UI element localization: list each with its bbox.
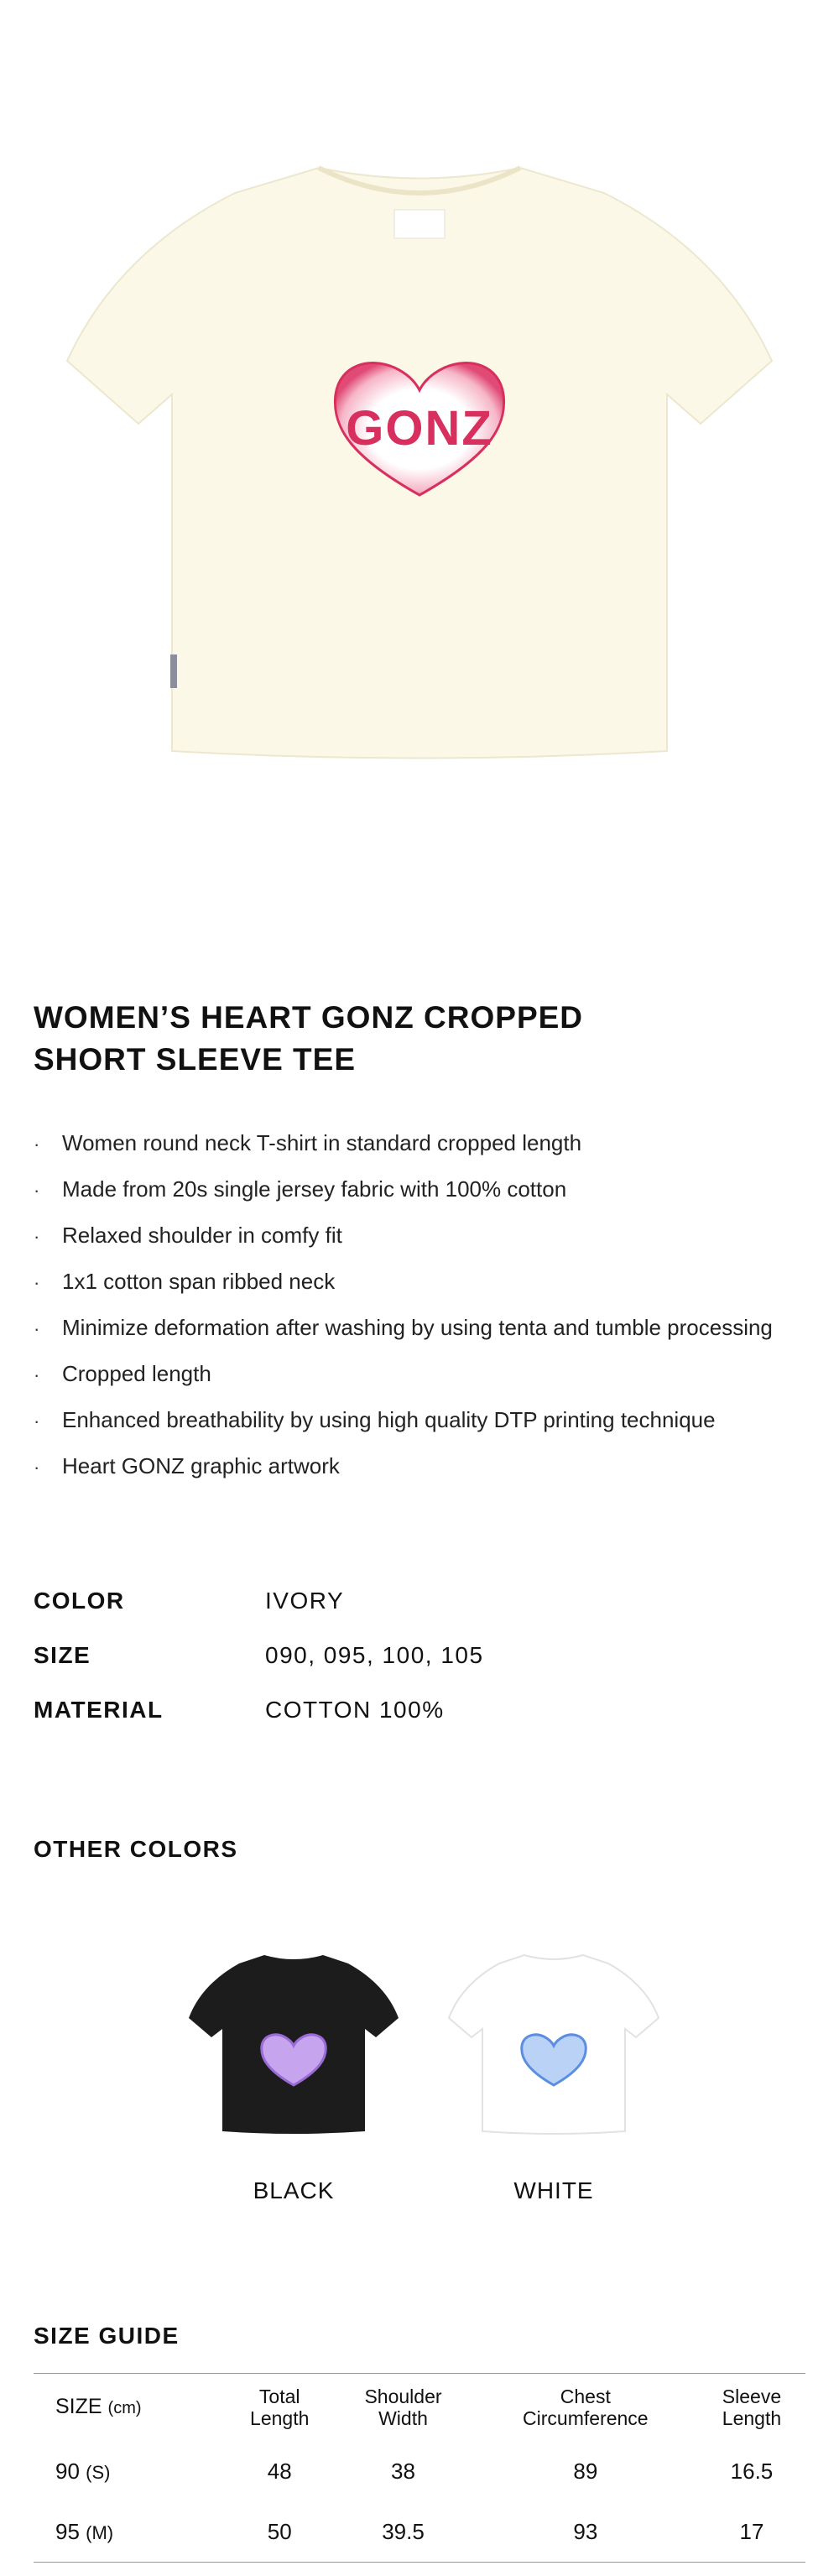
product-title-line2: SHORT SLEEVE TEE xyxy=(34,1042,357,1077)
spec-row-size xyxy=(34,1639,789,1672)
spec-label: SIZE xyxy=(34,1642,91,1668)
spec-label: MATERIAL xyxy=(34,1697,164,1723)
feature-item: · Women round neck T-shirt in standard cropped length xyxy=(34,1120,822,1166)
bullet-icon: · xyxy=(34,1364,40,1385)
bullet-icon: · xyxy=(34,1411,40,1431)
color-swatch-label-white[interactable]: WHITE xyxy=(513,2177,594,2203)
column-header-total-length: Total Length xyxy=(250,2386,310,2429)
spec-label: COLOR xyxy=(34,1588,125,1614)
feature-item: · Relaxed shoulder in comfy fit xyxy=(34,1212,822,1259)
heart-graphic-text: GONZ xyxy=(346,401,493,456)
table-cell: 17 xyxy=(739,2518,764,2544)
table-cell: 38 xyxy=(391,2458,415,2484)
feature-item: · Minimize deformation after washing by using tenta and tumble processing xyxy=(34,1305,822,1351)
feature-item: · Enhanced breathability by using high quality DTP printing technique xyxy=(34,1397,822,1443)
column-header-sleeve-length: Sleeve Length xyxy=(722,2386,782,2429)
feature-item: · Heart GONZ graphic artwork xyxy=(34,1443,822,1489)
size-table-header xyxy=(34,2374,805,2442)
table-row xyxy=(34,2501,805,2563)
bullet-icon: · xyxy=(34,1457,40,1478)
feature-item: · Cropped length xyxy=(34,1351,822,1397)
spec-row-material xyxy=(34,1693,789,1727)
product-title-line1: WOMEN’S HEART GONZ CROPPED xyxy=(34,1000,584,1035)
table-cell: 48 xyxy=(267,2458,292,2484)
table-cell: 89 xyxy=(573,2458,598,2484)
table-row xyxy=(34,2441,805,2501)
side-tag xyxy=(170,654,177,688)
size-guide-heading: SIZE GUIDE xyxy=(34,2323,180,2349)
table-cell: 50 xyxy=(267,2518,292,2544)
bullet-icon: · xyxy=(34,1318,40,1339)
feature-list xyxy=(34,1120,822,1489)
feature-item: · 1x1 cotton span ribbed neck xyxy=(34,1259,822,1305)
color-swatch-black[interactable] xyxy=(176,1938,411,2148)
product-title xyxy=(34,997,789,1081)
column-header-chest-circumference: Chest Circumference xyxy=(523,2386,649,2429)
size-column-header: SIZE (cm) xyxy=(55,2395,142,2418)
product-image xyxy=(0,0,839,940)
column-header-shoulder-width: Shoulder Width xyxy=(364,2386,442,2429)
feature-item: · Made from 20s single jersey fabric with 100% cotton xyxy=(34,1166,822,1212)
table-cell: 93 xyxy=(573,2518,598,2544)
size-cell: 95 (M) xyxy=(55,2518,114,2544)
spec-value: COTTON 100% xyxy=(265,1697,445,1723)
bullet-icon: · xyxy=(34,1226,40,1247)
table-cell: 16.5 xyxy=(730,2458,774,2484)
spec-value: IVORY xyxy=(265,1588,345,1614)
bullet-icon: · xyxy=(34,1272,40,1293)
spec-value: 090, 095, 100, 105 xyxy=(265,1642,484,1668)
bullet-icon: · xyxy=(34,1180,40,1201)
bullet-icon: · xyxy=(34,1134,40,1155)
color-swatch-label-black[interactable]: BLACK xyxy=(253,2177,335,2203)
table-cell: 39.5 xyxy=(382,2518,425,2544)
size-cell: 90 (S) xyxy=(55,2458,111,2484)
color-swatch-white[interactable] xyxy=(436,1938,671,2148)
size-guide-table xyxy=(34,2373,805,2563)
spec-row-color xyxy=(34,1584,789,1618)
neck-label xyxy=(394,210,445,238)
other-colors-heading: OTHER COLORS xyxy=(34,1836,238,1862)
